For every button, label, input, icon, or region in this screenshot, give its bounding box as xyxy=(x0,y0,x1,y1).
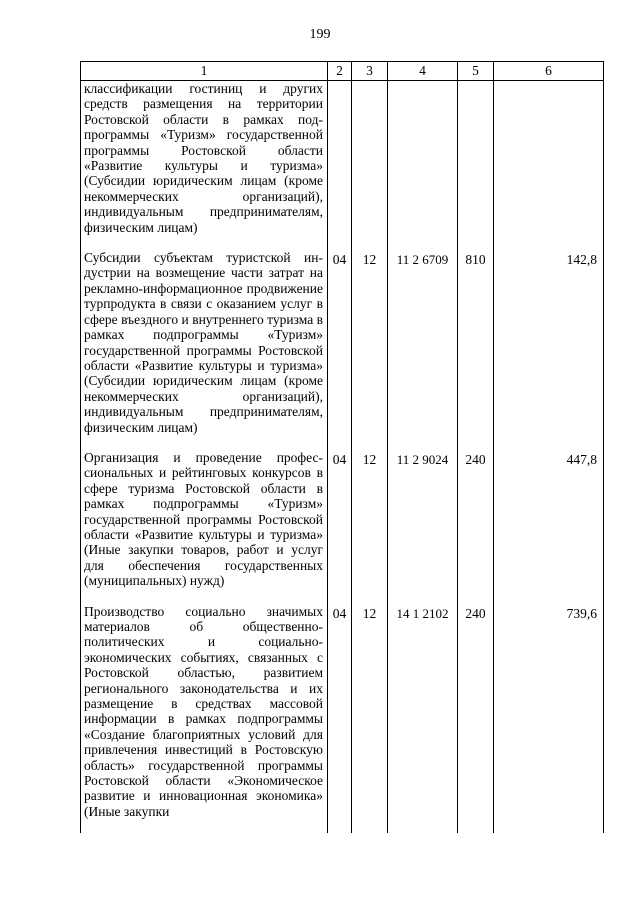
column-header-4: 4 xyxy=(388,62,458,81)
table-row xyxy=(81,249,604,449)
row-amount xyxy=(494,81,604,250)
row-name: классификации гостиниц и других средств размещения на территории Ростовской области в рамках подпрограммы «Туризм» государственной программы Ростовской области «Развитие культуры и туризма» (Субсидии юридическим лицам (кроме некоммерческих организаций), индивидуальным предпринимателям, физическим лицам) xyxy=(81,81,328,250)
row-subsection: 12 xyxy=(352,603,388,834)
row-name: Субсидии субъектам туристской индустрии на возмещение части затрат на рекламно-информационное продвижение турпродукта в связи с оказанием услуг в сфере въездного и внутреннего туризма в рамках подпрограммы «Туризм» государственной программы Ростовской области «Развитие культуры и туризма» (Субсидии юридическим лицам (кроме некоммерческих организаций), индивидуальным предпринимателям, физическим лицам) xyxy=(81,249,328,449)
row-subsection: 12 xyxy=(352,249,388,449)
row-target-article: 11 2 6709 xyxy=(388,249,458,449)
column-header-5: 5 xyxy=(458,62,494,81)
table-row xyxy=(81,449,604,603)
row-expense-type xyxy=(458,81,494,250)
row-name: Организация и проведение профессиональных и рейтинговых конкурсов в сфере туризма Ростовской области в рамках подпрограммы «Туризм» государственной программы Ростовской области «Развитие культуры и туризма» (Иные закупки товаров, работ и услуг для обеспечения государственных (муниципальных) нужд) xyxy=(81,449,328,603)
row-target-article: 11 2 9024 xyxy=(388,449,458,603)
row-section: 04 xyxy=(328,603,352,834)
row-target-article xyxy=(388,81,458,250)
row-name: Производство социально значимых материалов об общественно-политических и социально-экономических событиях, связанных с Ростовской областью, развитием регионального законодательства и их размещение в средствах массовой информации в рамках подпрограммы «Создание благоприятных условий для привлечения инвестиций в Ростовскую область» государственной программы Ростовской области «Экономическое развитие и инновационная экономика» (Иные закупки xyxy=(81,603,328,834)
column-header-6: 6 xyxy=(494,62,604,81)
row-section xyxy=(328,81,352,250)
table-row xyxy=(81,81,604,250)
column-header-2: 2 xyxy=(328,62,352,81)
row-subsection: 12 xyxy=(352,449,388,603)
row-section: 04 xyxy=(328,249,352,449)
row-expense-type: 810 xyxy=(458,249,494,449)
row-expense-type: 240 xyxy=(458,603,494,834)
column-header-1: 1 xyxy=(81,62,328,81)
table-row xyxy=(81,603,604,834)
row-target-article: 14 1 2102 xyxy=(388,603,458,834)
column-header-3: 3 xyxy=(352,62,388,81)
row-expense-type: 240 xyxy=(458,449,494,603)
row-amount: 739,6 xyxy=(494,603,604,834)
row-amount: 447,8 xyxy=(494,449,604,603)
row-section: 04 xyxy=(328,449,352,603)
budget-table xyxy=(80,61,604,833)
row-subsection xyxy=(352,81,388,250)
row-amount: 142,8 xyxy=(494,249,604,449)
table-header-row xyxy=(81,62,604,81)
page-number: 199 xyxy=(309,27,331,42)
